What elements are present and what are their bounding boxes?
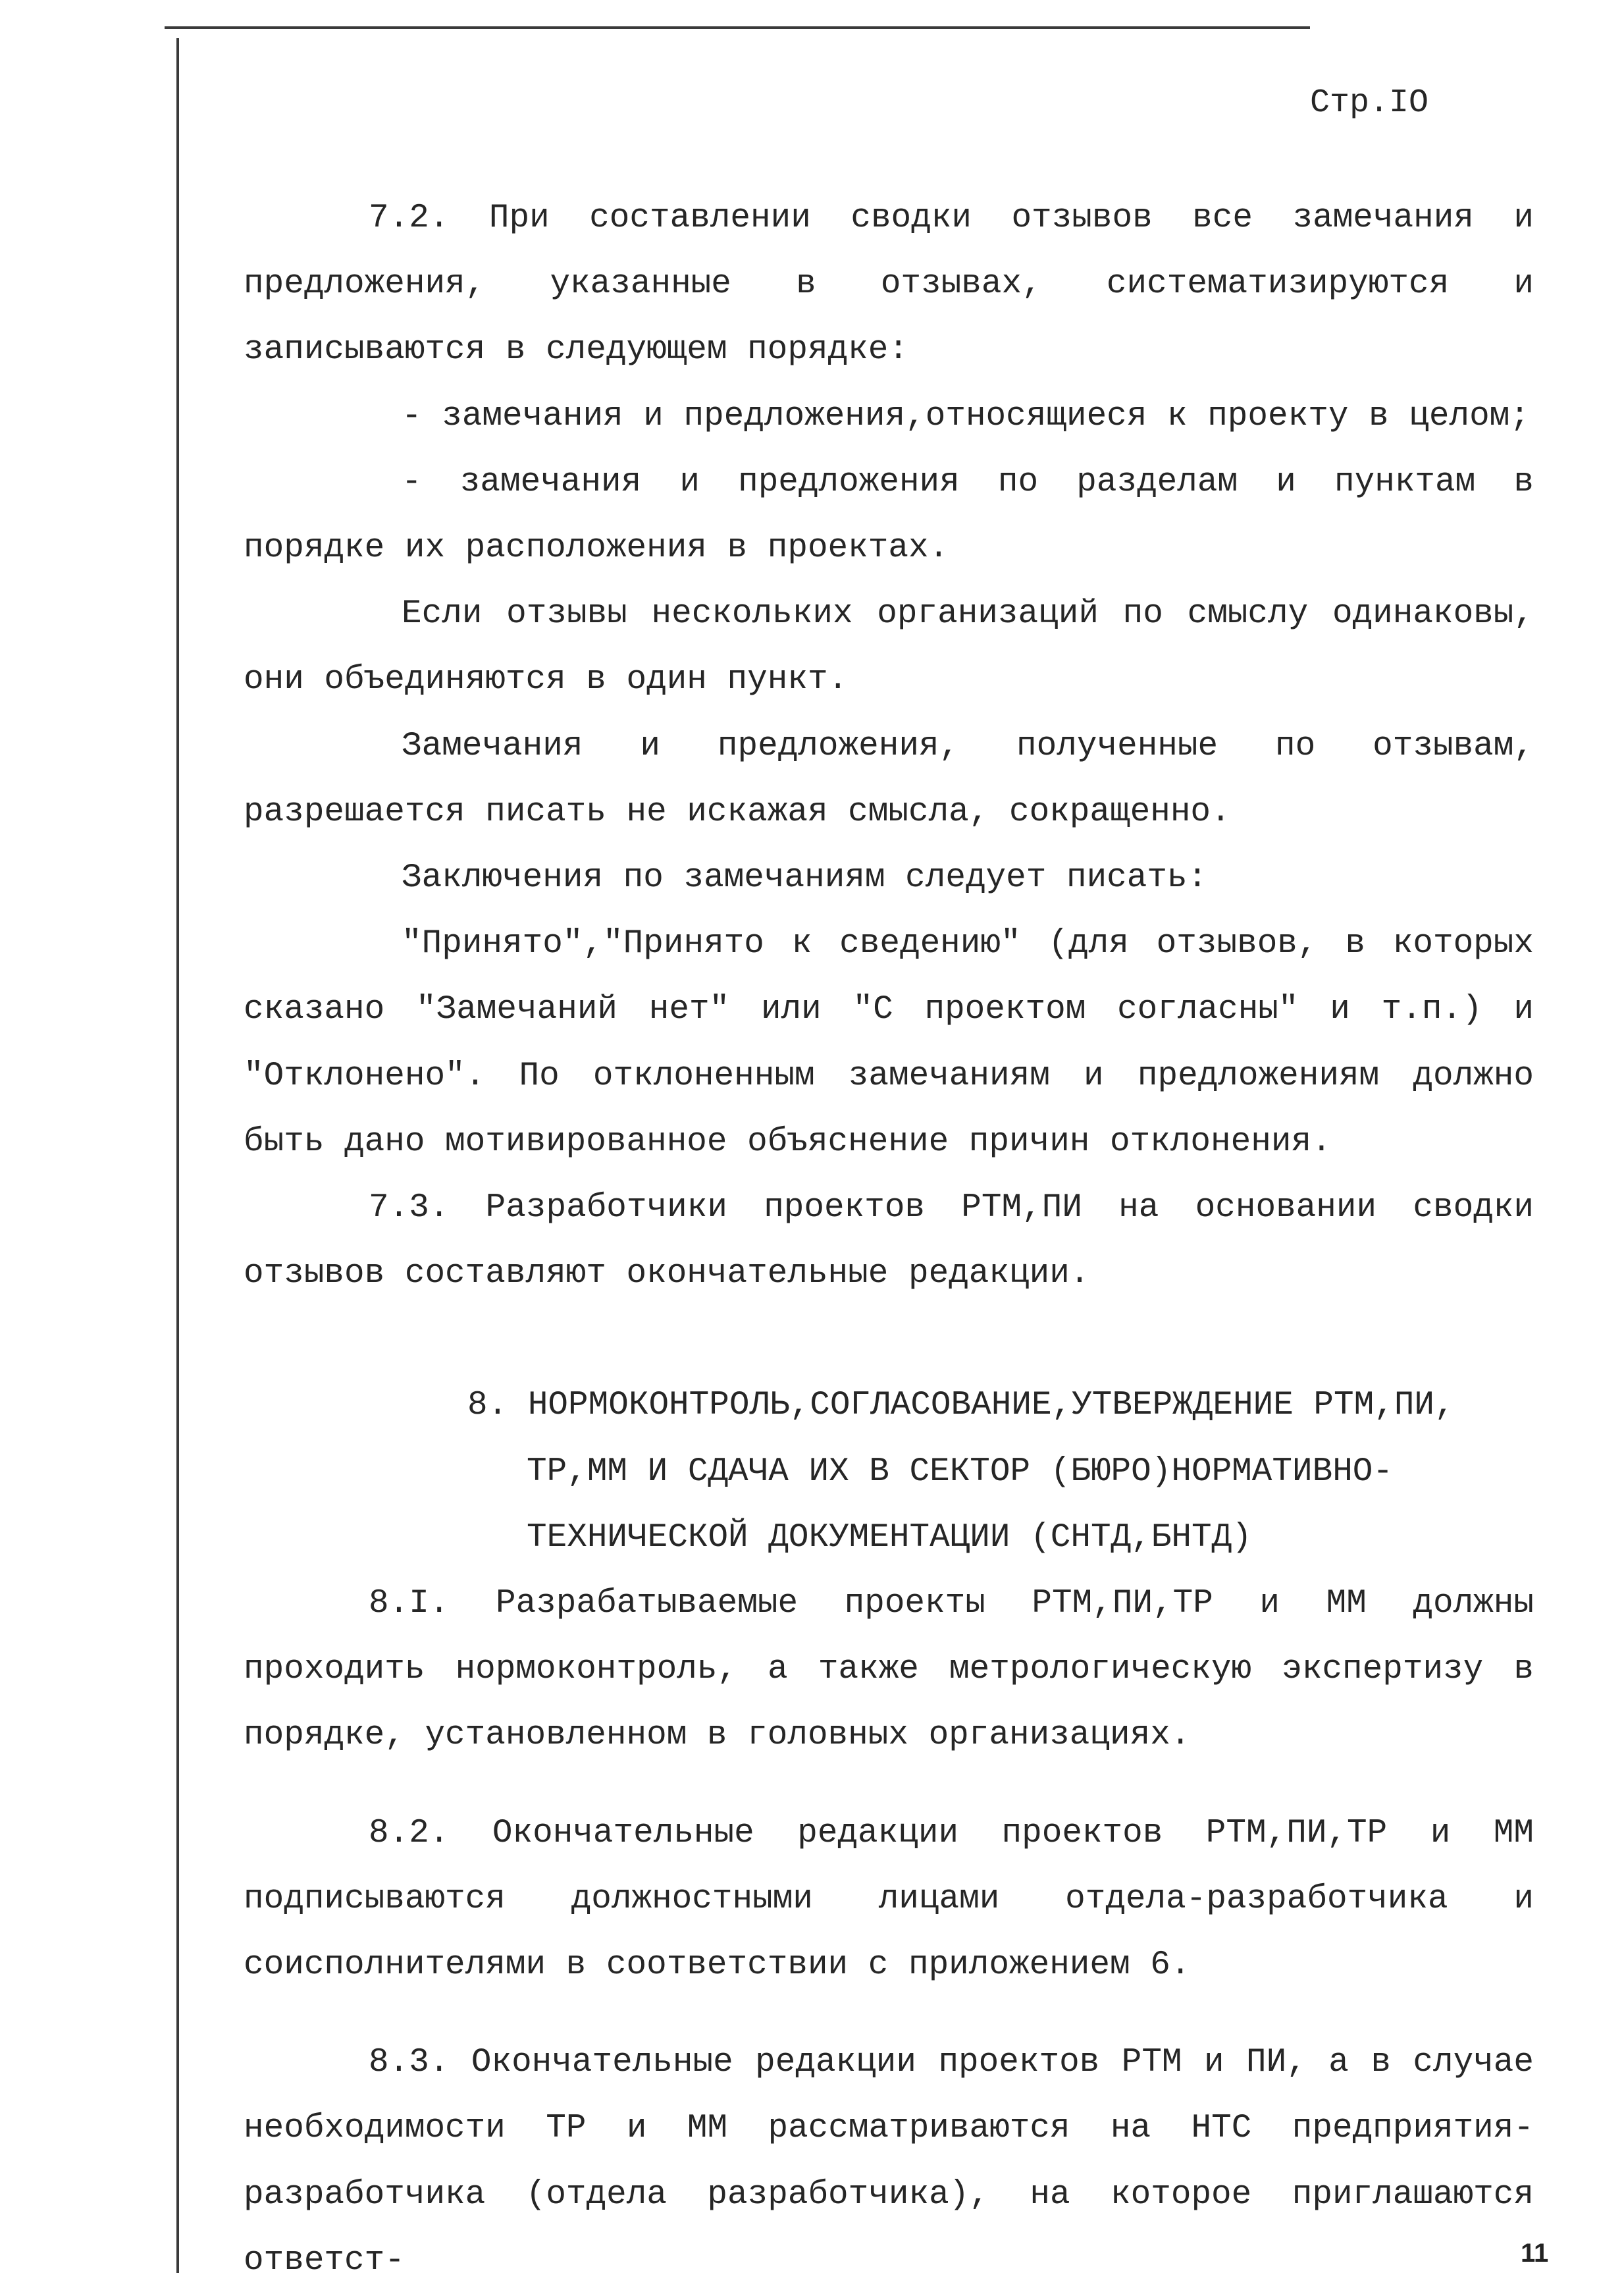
paragraph-7-3: 7.3. Разработчики проектов РТМ,ПИ на основании сводки отзывов составляют окончательные редакции.	[244, 1189, 1534, 1293]
page-number: 11	[1521, 2239, 1549, 2268]
paragraph-accepted-rejected: "Принято","Принято к сведению" (для отзывов, в которых сказано "Замечаний нет" или "С проектом согласны" и т.п.) и "Отклонено". По отклоненным замечаниям и предложениям должно быть дано мотивированное объяснение причин отклонения.	[244, 925, 1534, 1161]
paragraph-7-2: 7.2. При составлении сводки отзывов все замечания и предложения, указанные в отзывах, систематизируются и записываются в следующем порядке:	[244, 200, 1534, 369]
section-8-heading-line-1: 8. НОРМОКОНТРОЛЬ,СОГЛАСОВАНИЕ,УТВЕРЖДЕНИЕ РТМ,ПИ,	[467, 1387, 1455, 1425]
paragraph-abbreviated-remarks: Замечания и предложения, полученные по отзывам, разрешается писать не искажая смысла, сокращенно.	[244, 727, 1534, 831]
list-item-whole-project: - замечания и предложения,относящиеся к проекту в целом;	[402, 397, 1530, 435]
section-8-heading-line-2: ТР,ММ И СДАЧА ИХ В СЕКТОР (БЮРО)НОРМАТИВНО-	[527, 1453, 1394, 1491]
paragraph-conclusions: Заключения по замечаниям следует писать:	[402, 859, 1208, 897]
paragraph-identical-reviews: Если отзывы нескольких организаций по смыслу одинаковы, они объединяются в один пункт.	[244, 595, 1534, 699]
page-label: Стр.IO	[1310, 84, 1429, 122]
section-8-heading-line-3: ТЕХНИЧЕСКОЙ ДОКУМЕНТАЦИИ (СНТД,БНТД)	[527, 1518, 1252, 1557]
page-frame-top-line	[165, 26, 1310, 29]
section-8-heading	[467, 1373, 1534, 1571]
paragraph-8-3: 8.3. Окончательные редакции проектов РТМ и ПИ, а в случае необходимости ТР и ММ рассматриваются на НТС предприятия-разработчика (отдела разработчика), на которое приглашаются ответст-	[244, 2044, 1534, 2280]
list-item-by-sections: - замечания и предложения по разделам и пунктам в порядке их расположения в проектах.	[244, 463, 1534, 568]
paragraph-8-2: 8.2. Окончательные редакции проектов РТМ,ПИ,ТР и ММ подписываются должностными лицами отдела-разработчика и соисполнителями в соответствии с приложением 6.	[244, 1814, 1534, 1985]
page-frame-left-line	[176, 38, 179, 2273]
paragraph-8-1: 8.I. Разрабатываемые проекты РТМ,ПИ,ТР и ММ должны проходить нормоконтроль, а также метрологическую экспертизу в порядке, установленном в головных организациях.	[244, 1585, 1534, 1755]
document-body	[244, 186, 1534, 2294]
